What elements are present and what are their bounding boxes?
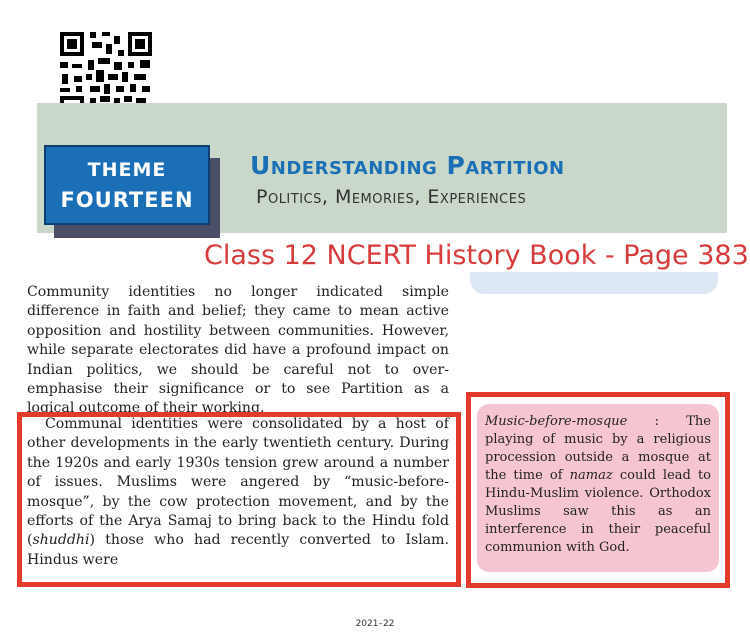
- theme-label-box: [44, 145, 210, 225]
- chapter-subtitle: Politics, Memories, Experiences: [256, 186, 527, 208]
- decorative-tab: [470, 272, 718, 294]
- paragraph-2-text: Communal identities were consolidated by a host of other developments in the early twentieth century. During the 1920s and early 1930s tension grew around a number of issues. Muslims were angered by “music-before-mosque”, by the cow protection movement, and by the efforts of the Arya Samaj to bring back to the Hindu fold (: [27, 416, 449, 549]
- page-footer: 2021–22: [355, 619, 395, 629]
- theme-label: THEME: [87, 159, 167, 181]
- chapter-title: Understanding Partition: [250, 151, 565, 180]
- body-paragraph-1: Community identities no longer indicated simple difference in faith and belief; they came to mean active opposition and hostility between communities. However, while separate electorates did have a profound impact on Indian politics, we should be careful not to over-emphasise their significance or to see Partition as a logical outcome of their working.: [27, 284, 449, 417]
- paragraph-2-continuation: ) those who had recently converted to Islam. Hindus were: [27, 532, 449, 568]
- theme-number: FOURTEEN: [60, 188, 194, 212]
- highlight-box-paragraph: [17, 412, 461, 587]
- sidenote-text-continuation: could lead to Hindu-Muslim violence. Orthodox Muslims saw this as an interference in their peaceful communion with God.: [485, 468, 711, 555]
- overlay-caption: Class 12 NCERT History Book - Page 383: [204, 240, 749, 271]
- sidenote-text: : The playing of music by a religious procession outside a mosque at the time of: [485, 414, 711, 483]
- sidenote-term: Music-before-mosque: [485, 414, 628, 429]
- highlight-box-sidenote: [466, 392, 730, 588]
- shuddhi-term: shuddhi: [32, 532, 90, 549]
- namaz-term: namaz: [569, 468, 613, 483]
